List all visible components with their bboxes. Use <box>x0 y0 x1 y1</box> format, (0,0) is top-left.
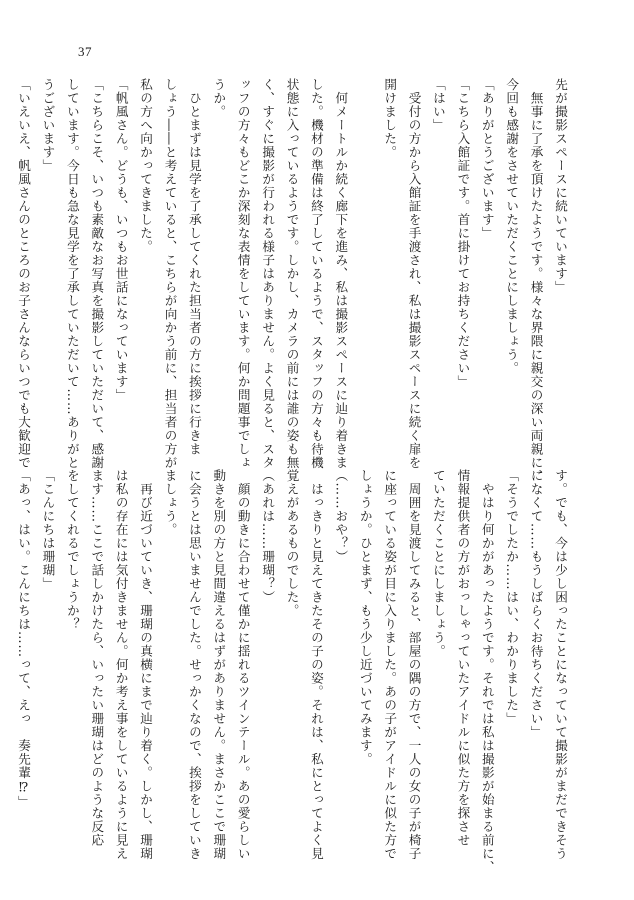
text-line: 「あっ、はい。こんにちは……って、えっ 奏先輩⁉」 <box>16 469 32 809</box>
text-line: 顔の動きに合わせて僅かに揺れるツインテール。あの愛らしい <box>235 469 251 861</box>
text-line: 「そうでしたか……はい、わかりました」 <box>504 469 520 726</box>
text-line: はっきりと見えてきたその子の姿。それは、私にとってよく見 <box>308 469 324 861</box>
text-line: ひとまずは見学を了承してくれた担当者の方に挨拶に行きま <box>186 78 202 456</box>
text-line: 今回も感謝をさせていただくことにしましょう。 <box>504 78 520 375</box>
text-line: 覚えがあるものでした。 <box>284 469 300 618</box>
text-line: ます……ここで話しかけたら、いったい珊瑚はどのような反応 <box>89 469 105 847</box>
text-line: やはり何かがあったようです。それでは私は撮影が始まる前に、 <box>479 469 495 874</box>
text-line: 「こちら入館証です。首に掛けてお持ちください」 <box>455 78 471 389</box>
text-line: ッフの方々もどこか深刻な表情をしています。何か問題事でしょ <box>235 78 251 470</box>
text-line: しょう――と考えていると、こちらが向かう前に、担当者の方が <box>162 78 178 470</box>
upper-text-block <box>16 78 572 483</box>
text-line: ていただくことにしましょう。 <box>430 469 446 658</box>
text-line: 情報提供者の方がおっしゃっていたアイドルに似た方を探させ <box>455 469 471 847</box>
text-line: 動きを別の方と見間違えるはずがありません。まさかここで珊瑚 <box>211 469 227 861</box>
text-line: をしてくれるでしょうか？ <box>64 469 80 631</box>
text-line: 「こちらこそ、いつも素敵なお写真を撮影していただいて、感謝 <box>89 78 105 470</box>
text-line: 開けました。 <box>382 78 398 159</box>
text-line: 先が撮影スペースに続いています」 <box>553 78 568 294</box>
text-line: になくて……もうしばらくお待ちください」 <box>528 469 544 739</box>
text-line: す。でも、今は少し困ったことになっていて撮影がまだできそう <box>553 469 568 861</box>
text-line: 「いえいえ、帆風さんのところのお子さんならいつでも大歓迎で <box>16 78 32 470</box>
text-line: 私の方へ向かってきました。 <box>138 78 154 254</box>
text-line: 再び近づいていき、珊瑚の真横にまで辿り着く。しかし、珊瑚 <box>138 469 154 861</box>
text-line: 受付の方から入館証を手渡され、私は撮影スペースに続く扉を <box>406 78 422 470</box>
lower-text-block <box>16 469 572 874</box>
text-line <box>352 78 376 430</box>
text-line: しています。今日も急な見学を了承していただいて……ありがと <box>64 78 80 470</box>
text-line: うか。 <box>211 78 227 119</box>
page-number: 37 <box>78 44 92 59</box>
text-line: ましょう。 <box>162 469 178 537</box>
text-line: に会うとは思いませんでした。せっかくなので、挨拶をしていき <box>186 469 202 861</box>
text-line: （……おや？） <box>333 469 349 564</box>
text-line: は私の存在には気付きません。何か考え事をしているように見え <box>113 469 129 861</box>
text-line: に座っている姿が目に入りました。あの子がアイドルに似た方で <box>382 469 398 861</box>
text-line: く、すぐに撮影が行われる様子はありません。よく見ると、スタ <box>260 78 276 470</box>
text-line: 「ありがとうございます」 <box>479 78 495 240</box>
text-line: 「帆風さん。どうも、いつもお世話になっています」 <box>113 78 129 402</box>
text-line: （あれは……珊瑚？） <box>260 469 276 604</box>
text-line: した。機材の準備は終了しているようで、スタッフの方々も待機 <box>308 78 324 470</box>
text-line: 「こんにちは珊瑚」 <box>40 469 56 591</box>
text-line: しょうか。ひとまず、もう少し近づいてみます。 <box>357 469 373 766</box>
text-line: うございます」 <box>40 78 56 173</box>
text-line: 何メートルか続く廊下を進み、私は撮影スペースに辿り着きま <box>333 78 349 470</box>
text-line: 周囲を見渡してみると、部屋の隅の方で、一人の女の子が椅子 <box>406 469 422 861</box>
text-line: 無事に了承を頂けたようです。様々な界隈に親交の深い両親に、 <box>528 78 544 483</box>
text-line: 状態に入っているようです。しかし、カメラの前には誰の姿も無 <box>284 78 300 470</box>
text-line: 「はい」 <box>430 78 446 132</box>
